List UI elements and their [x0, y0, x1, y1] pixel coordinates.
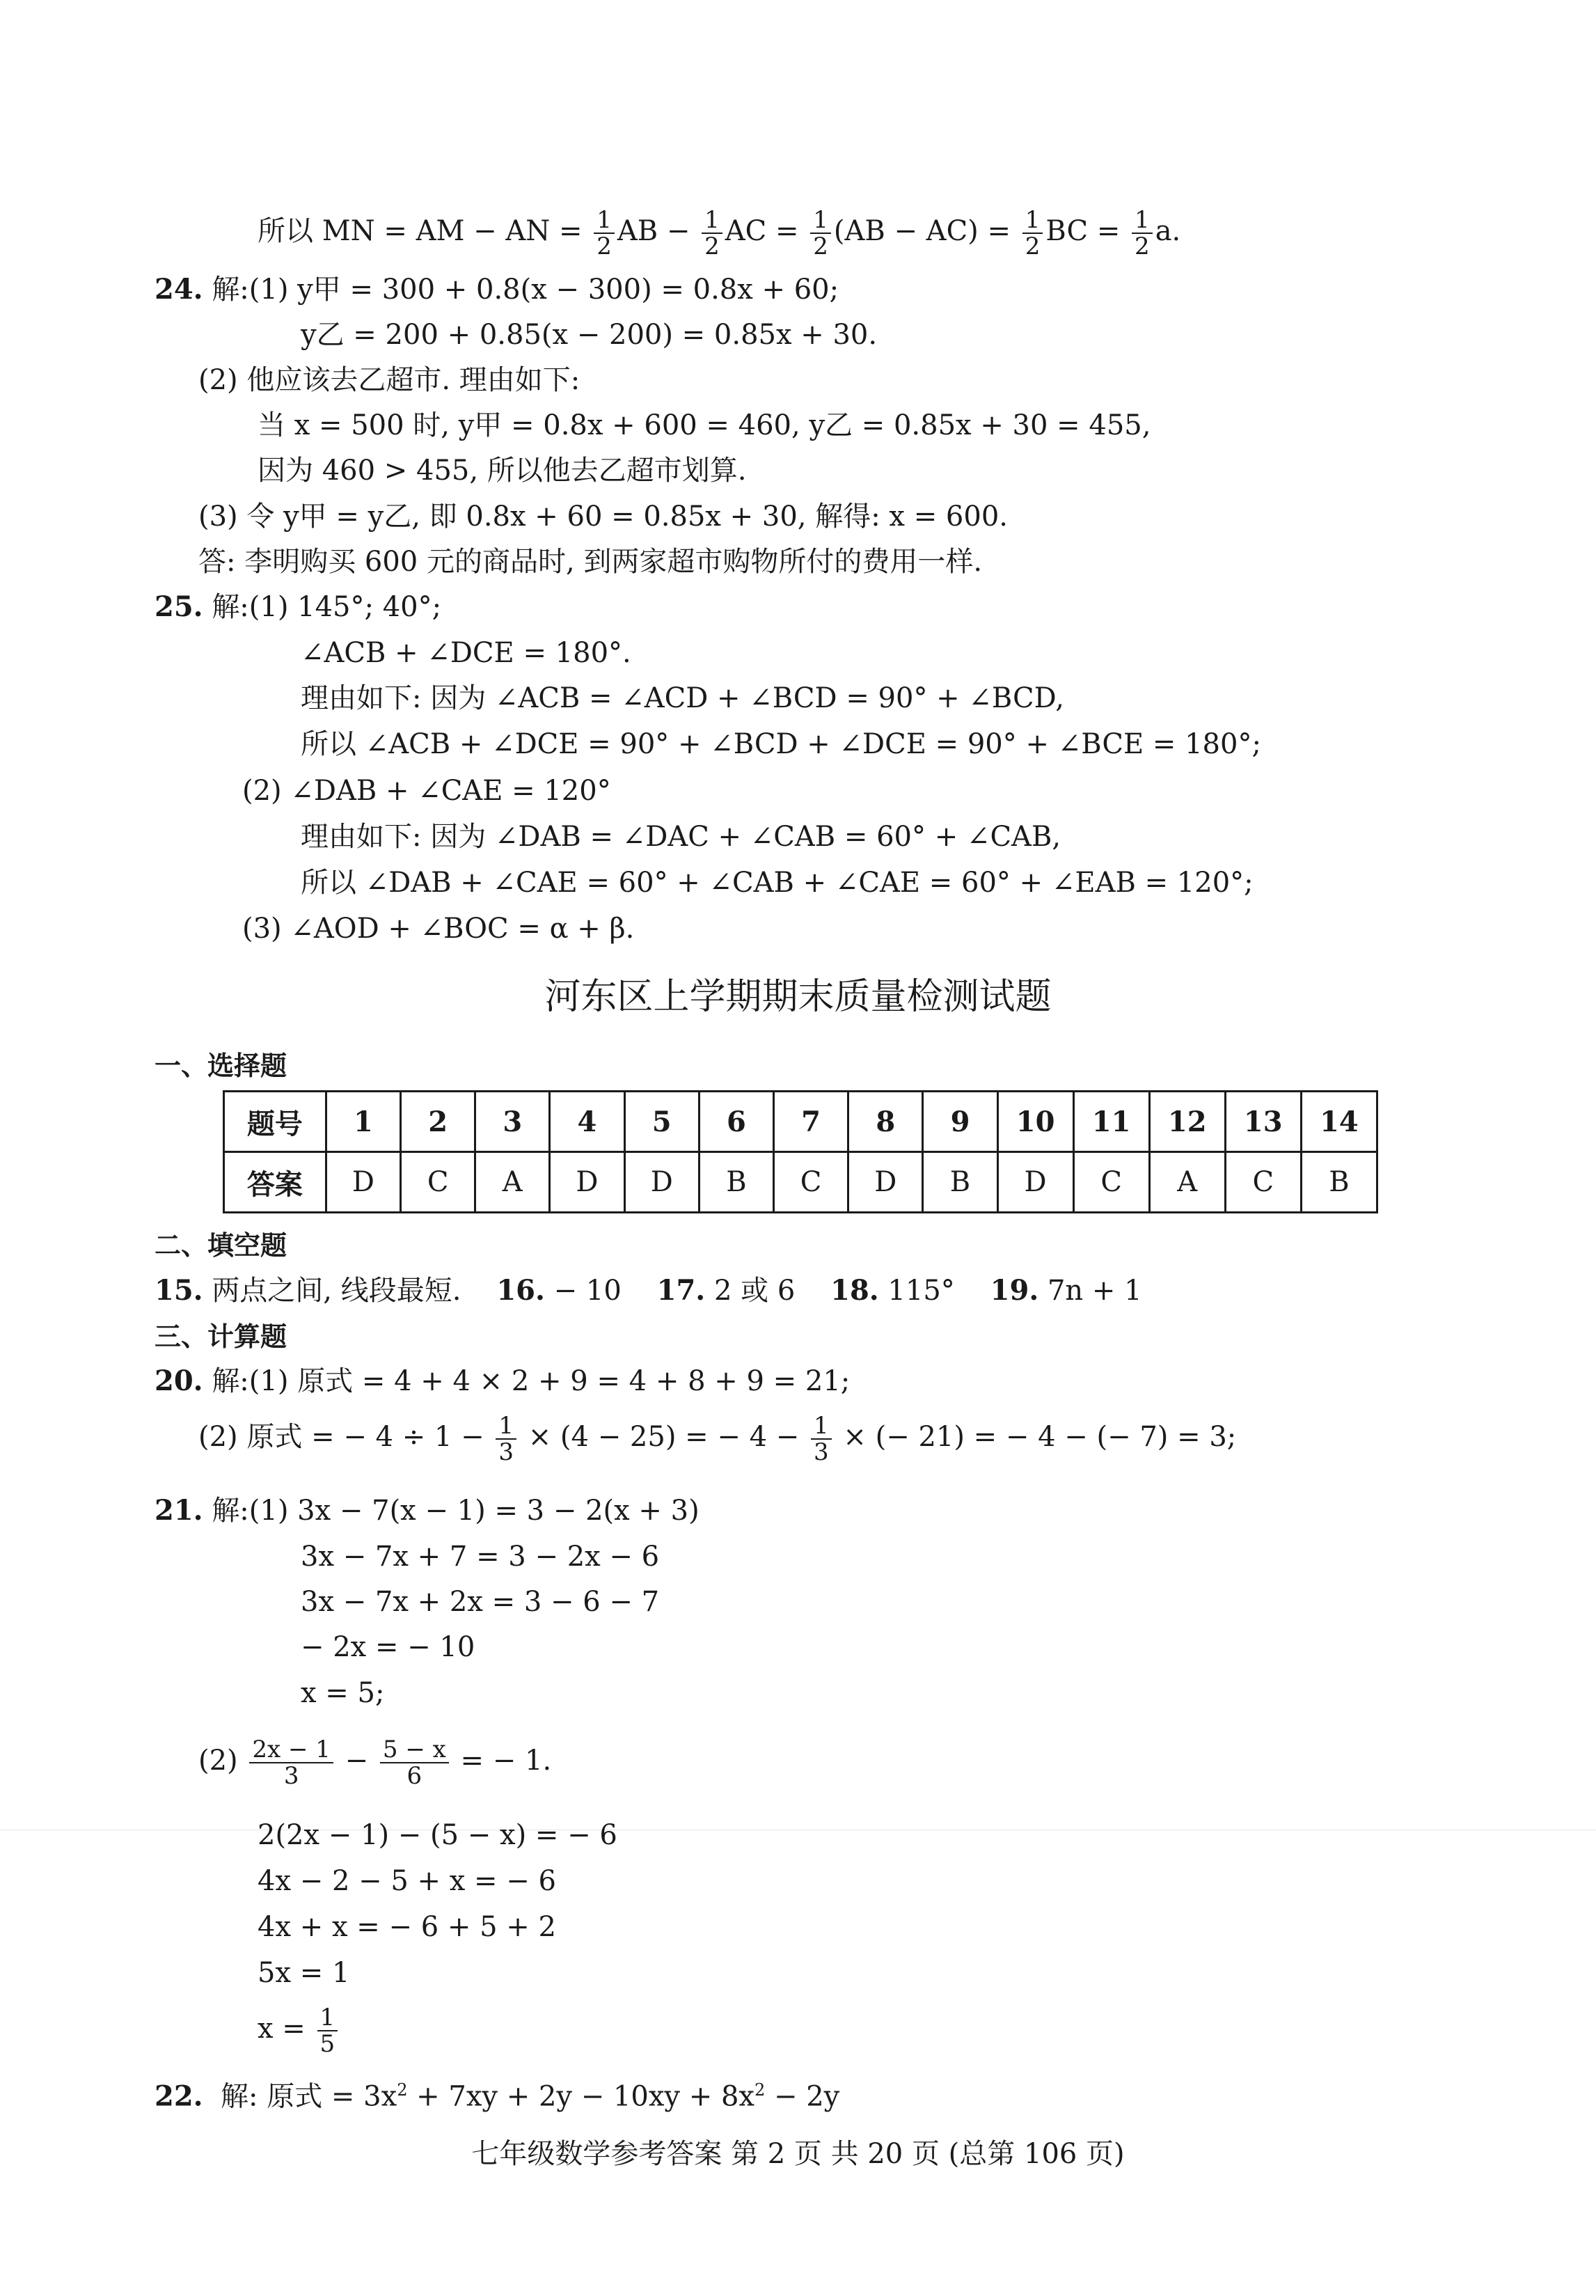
q24-line-5: 因为 460 > 455, 所以他去乙超市划算.: [258, 455, 747, 487]
q21-line-7: 2(2x − 1) − (5 − x) = − 6: [258, 1819, 617, 1851]
table-cell: 13: [1225, 1092, 1301, 1152]
q24-line-7: 答: 李明购买 600 元的商品时, 到两家超市购物所付的费用一样.: [198, 546, 983, 578]
q20-line-2: (2) 原式 = − 4 ÷ 1 − $\frac{1}{3}$ × (4 − 25) = − 4 − $\frac{1}{3}$ × (− 21) = − 4 − (− 7) = 3;: [198, 1412, 1237, 1466]
fraction-half: $\frac{1}{2}$: [810, 207, 831, 259]
table-cell: A: [1149, 1152, 1225, 1213]
exam-title: 河东区上学期期末质量检测试题: [544, 976, 1052, 1018]
table-cell: B: [1301, 1152, 1377, 1213]
q25-line-6: 理由如下: 因为 ∠DAB = ∠DAC + ∠CAB = 60° + ∠CAB,: [301, 821, 1061, 853]
table-cell: 7: [773, 1092, 848, 1152]
fraction-half: $\frac{1}{2}$: [1132, 207, 1153, 259]
q21-line-3: 3x − 7x + 2x = 3 − 6 − 7: [301, 1586, 660, 1618]
q24-line-6: (3) 令 y甲 = y乙, 即 0.8x + 60 = 0.85x + 30, 解得: x = 600.: [198, 501, 1008, 533]
table-cell: C: [1073, 1152, 1149, 1213]
table-cell: 2: [401, 1092, 475, 1152]
q25-line-3: 理由如下: 因为 ∠ACB = ∠ACD + ∠BCD = 90° + ∠BCD,: [301, 682, 1065, 714]
q21-line-5: x = 5;: [301, 1677, 385, 1709]
q21-line-4: − 2x = − 10: [301, 1631, 475, 1663]
table-cell: C: [1225, 1152, 1301, 1213]
table-cell: 1: [326, 1092, 400, 1152]
table-row-answers: [224, 1152, 1377, 1213]
fraction-third: $\frac{1}{3}$: [811, 1413, 832, 1465]
q20-line-1: 20. 解:(1) 原式 = 4 + 4 × 2 + 9 = 4 + 8 + 9 = 21;: [155, 1365, 851, 1397]
table-cell: 10: [997, 1092, 1073, 1152]
choice-answer-table: [223, 1090, 1378, 1213]
fraction-2x-minus-1-over-3: $\frac{2x - 1}{3}$: [249, 1737, 333, 1788]
table-cell: D: [997, 1152, 1073, 1213]
q25-line-5: (2) ∠DAB + ∠CAE = 120°: [242, 775, 611, 807]
page-footer: 七年级数学参考答案 第 2 页 共 20 页 (总第 106 页): [471, 2138, 1125, 2170]
q25-line-1: 25. 解:(1) 145°; 40°;: [155, 590, 442, 623]
table-cell: 14: [1301, 1092, 1377, 1152]
q21-line-9: 4x + x = − 6 + 5 + 2: [258, 1911, 556, 1943]
section-heading-choice: 一、选择题: [155, 1051, 287, 1081]
table-cell: 6: [699, 1092, 773, 1152]
fill-answers-line: 15. 两点之间, 线段最短. 16. − 10 17. 2 或 6 18. 115° 19. 7n + 1: [155, 1274, 1142, 1307]
table-cell: B: [923, 1152, 997, 1213]
table-cell: D: [550, 1152, 624, 1213]
q25-line-4: 所以 ∠ACB + ∠DCE = 90° + ∠BCD + ∠DCE = 90° + ∠BCE = 180°;: [301, 728, 1261, 760]
table-header-answer: 答案: [224, 1152, 326, 1213]
q21-line-8: 4x − 2 − 5 + x = − 6: [258, 1865, 556, 1897]
table-cell: 11: [1073, 1092, 1149, 1152]
table-cell: D: [624, 1152, 699, 1213]
mn-equation-line: 所以 MN = AM − AN = $\frac{1}{2}$ AB − $\frac{1}{2}$ AC = $\frac{1}{2}$ (AB − AC) = $\frac{1}{2}$ BC = $\frac{1}{2}$ a.: [258, 206, 1181, 260]
table-cell: A: [475, 1152, 550, 1213]
q21-line-11: x = $\frac{1}{5}$: [258, 2005, 340, 2057]
table-cell: 8: [848, 1092, 923, 1152]
table-cell: 3: [475, 1092, 550, 1152]
table-cell: 12: [1149, 1092, 1225, 1152]
table-cell: C: [773, 1152, 848, 1213]
q22-line-1: 22. 解: 原式 = $3x^2 + 7xy + 2y - 10xy + 8x^2 - 2y$: [155, 2079, 840, 2113]
fraction-half: $\frac{1}{2}$: [1022, 207, 1043, 259]
q25-line-2: ∠ACB + ∠DCE = 180°.: [301, 637, 631, 669]
table-header-number: 题号: [224, 1092, 326, 1152]
q21-line-10: 5x = 1: [258, 1957, 350, 1989]
table-cell: 5: [624, 1092, 699, 1152]
fraction-third: $\frac{1}{3}$: [496, 1413, 516, 1465]
fraction-5-minus-x-over-6: $\frac{5 - x}{6}$: [380, 1737, 449, 1788]
fraction-half: $\frac{1}{2}$: [594, 207, 615, 259]
table-cell: D: [848, 1152, 923, 1213]
q24-line-2: y乙 = 200 + 0.85(x − 200) = 0.85x + 30.: [301, 319, 878, 351]
section-heading-calc: 三、计算题: [155, 1321, 287, 1352]
table-row-numbers: [224, 1092, 1377, 1152]
q21-line-6: (2) $\frac{2x - 1}{3}$ − $\frac{5 - x}{6}$ = − 1.: [198, 1736, 552, 1790]
q25-line-7: 所以 ∠DAB + ∠CAE = 60° + ∠CAB + ∠CAE = 60° + ∠EAB = 120°;: [301, 867, 1254, 899]
q25-line-8: (3) ∠AOD + ∠BOC = α + β.: [242, 913, 635, 945]
fraction-one-fifth: $\frac{1}{5}$: [317, 2005, 338, 2057]
q21-line-2: 3x − 7x + 7 = 3 − 2x − 6: [301, 1541, 660, 1573]
table-cell: C: [401, 1152, 475, 1213]
table-cell: 4: [550, 1092, 624, 1152]
section-heading-fill: 二、填空题: [155, 1230, 287, 1261]
table-cell: D: [326, 1152, 400, 1213]
q24-line-4: 当 x = 500 时, y甲 = 0.8x + 600 = 460, y乙 = 0.85x + 30 = 455,: [258, 409, 1151, 441]
q24-line-1: 24. 解:(1) y甲 = 300 + 0.8(x − 300) = 0.8x + 60;: [155, 273, 839, 306]
q21-line-1: 21. 解:(1) 3x − 7(x − 1) = 3 − 2(x + 3): [155, 1494, 700, 1527]
q24-line-3: (2) 他应该去乙超市. 理由如下:: [198, 364, 580, 396]
table-cell: B: [699, 1152, 773, 1213]
table-cell: 9: [923, 1092, 997, 1152]
fraction-half: $\frac{1}{2}$: [702, 207, 722, 259]
